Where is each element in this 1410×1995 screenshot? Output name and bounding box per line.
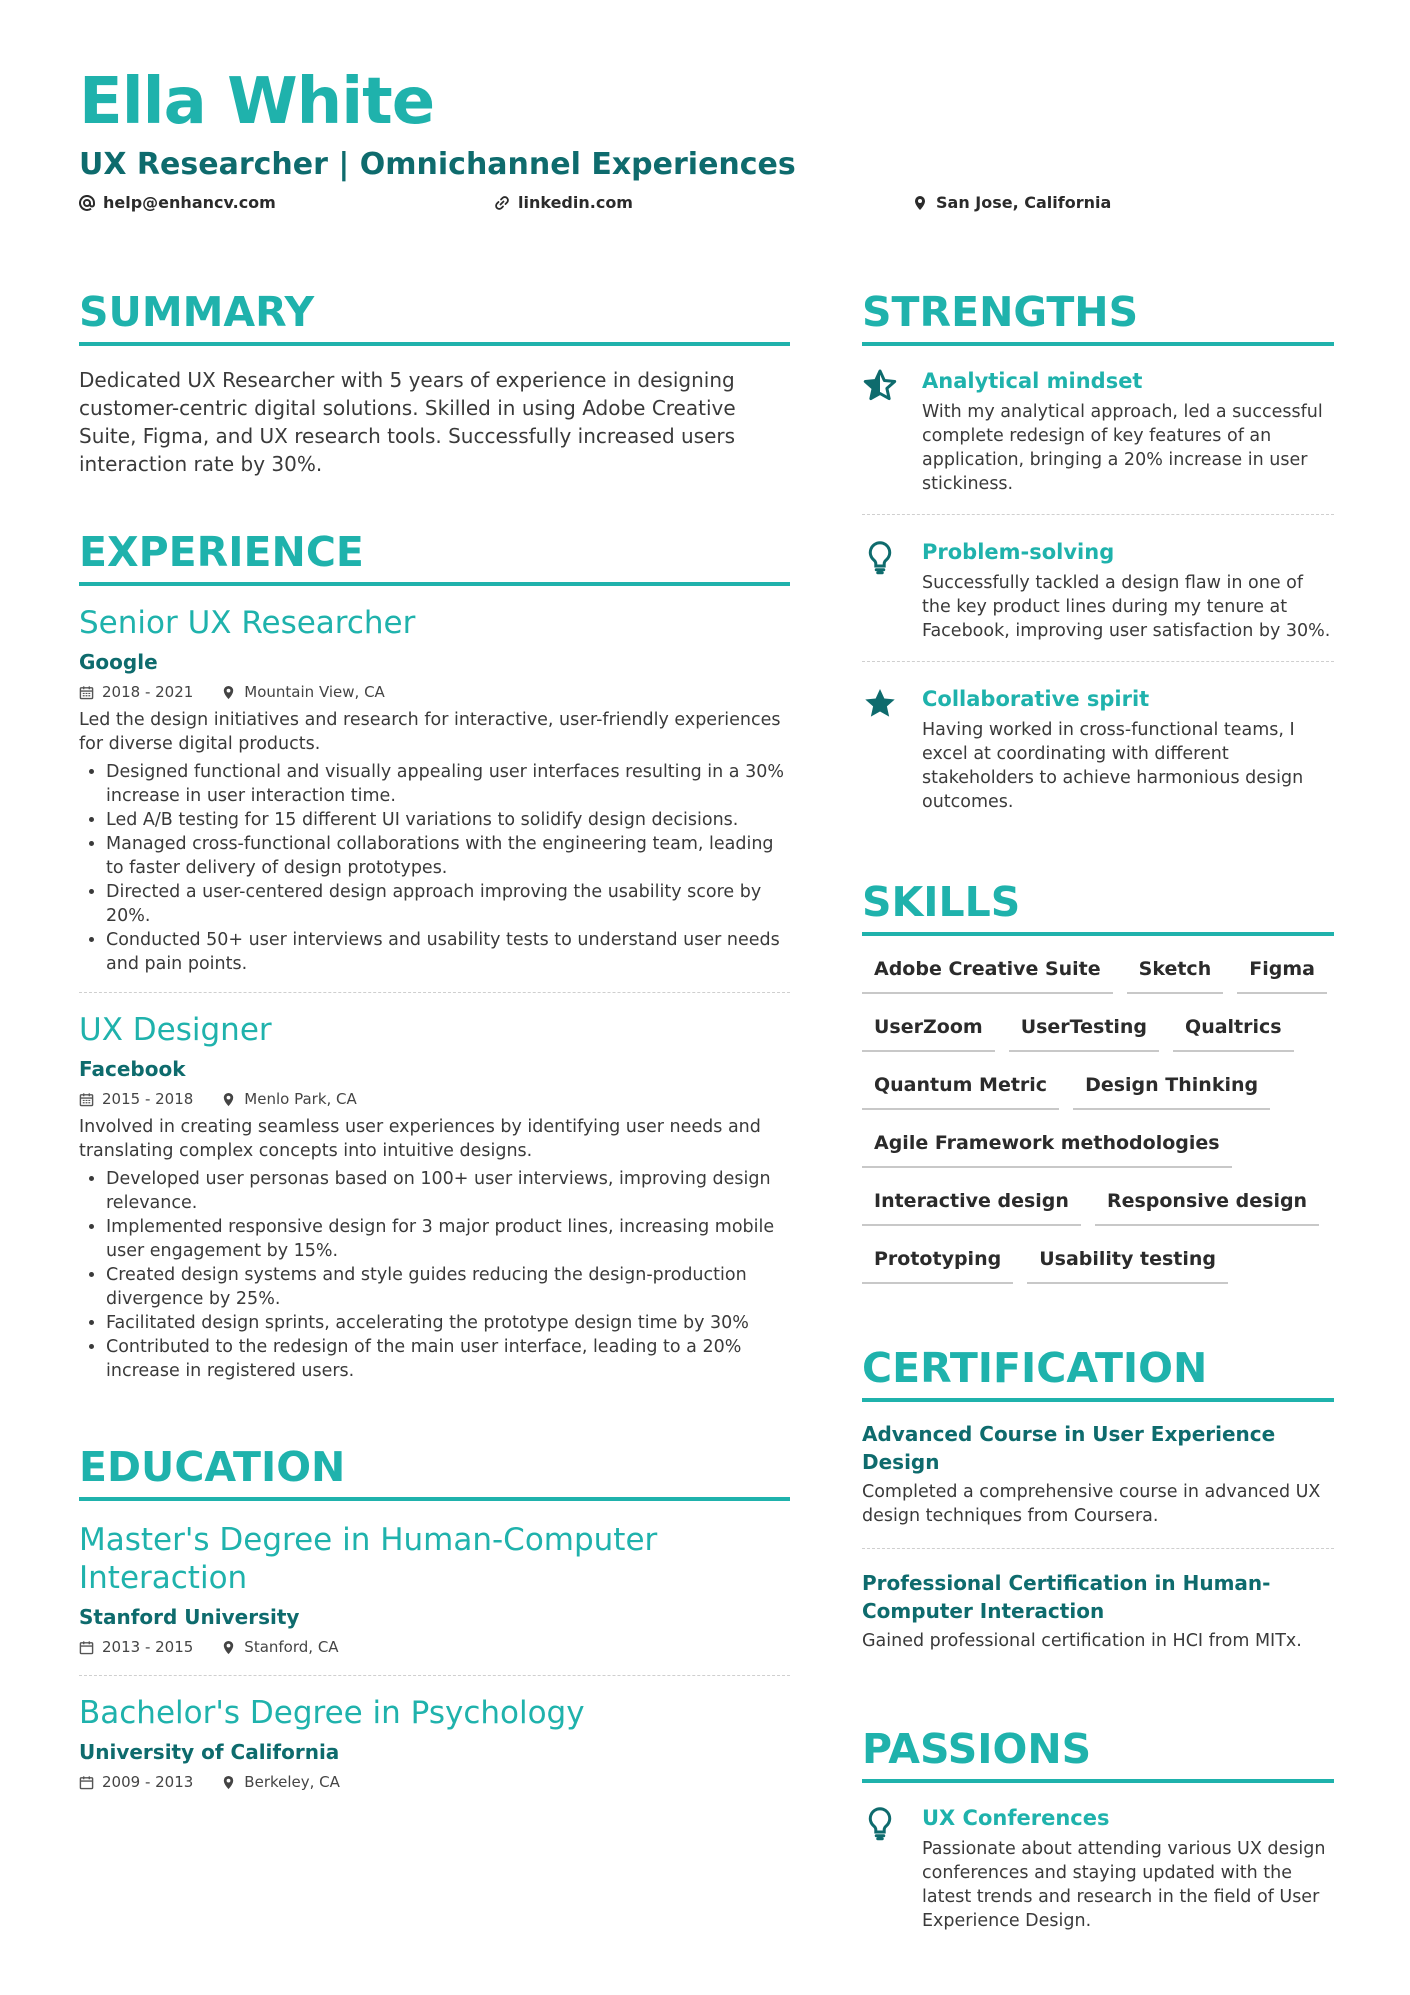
map-pin-icon <box>221 685 236 700</box>
school-name: Stanford University <box>79 1605 300 1629</box>
skill-row <box>862 1006 1334 1052</box>
strength-item <box>862 537 1334 643</box>
right-column <box>862 288 1334 1933</box>
skills-heading: SKILLS <box>862 878 1334 936</box>
contact-linkedin[interactable] <box>494 192 633 214</box>
skill-tag: Qualtrics <box>1173 1006 1294 1052</box>
strength-icon-wrap <box>862 366 902 496</box>
strength-desc: With my analytical approach, led a successful complete redesign of key features of an application, bringing a 20% increase in user stickiness. <box>922 402 1323 494</box>
certification-desc: Gained professional certification in HCI from MITx. <box>862 1631 1302 1651</box>
certification-item <box>862 1420 1334 1528</box>
education-dates <box>79 1637 193 1657</box>
passion-title: UX Conferences <box>922 1806 1110 1830</box>
job-entry <box>79 604 790 976</box>
degree-title: Bachelor's Degree in Psychology <box>79 1695 585 1731</box>
education-dates-text: 2009 - 2013 <box>102 1773 194 1791</box>
skills-list <box>862 948 1334 1284</box>
strength-body <box>922 684 1334 814</box>
summary-text: Dedicated UX Researcher with 5 years of experience in designing customer-centric digital solutions. Skilled in using Adobe Creative Suite, Figma, and UX research tools. Successfully increased users interaction rate by 30%. <box>79 368 736 476</box>
skill-row <box>862 1238 1334 1284</box>
education-dates-text: 2013 - 2015 <box>102 1638 194 1656</box>
certification-section <box>862 1344 1334 1653</box>
divider <box>862 514 1334 515</box>
email-text: help@enhancv.com <box>103 193 276 212</box>
education-meta <box>79 1637 790 1657</box>
skill-tag: UserZoom <box>862 1006 995 1052</box>
school-name: University of California <box>79 1740 340 1764</box>
strength-body <box>922 537 1334 643</box>
job-location-text: Mountain View, CA <box>244 683 385 701</box>
education-entry <box>79 1521 790 1657</box>
job-location <box>221 682 385 702</box>
strength-icon-wrap <box>862 537 902 643</box>
strength-item <box>862 684 1334 814</box>
calendar-icon <box>79 685 94 700</box>
job-meta <box>79 1089 790 1109</box>
education-meta <box>79 1772 790 1792</box>
job-location-text: Menlo Park, CA <box>244 1090 357 1108</box>
job-bullets <box>79 1167 790 1383</box>
strength-item <box>862 366 1334 496</box>
skill-tag: Quantum Metric <box>862 1064 1059 1110</box>
skill-tag: Usability testing <box>1027 1238 1228 1284</box>
job-bullet: • Created design systems and style guides reducing the design-production divergence by 25%. <box>106 1263 790 1311</box>
education-heading: EDUCATION <box>79 1443 790 1501</box>
skill-tag: UserTesting <box>1009 1006 1159 1052</box>
job-bullet: • Conducted 50+ user interviews and usability tests to understand user needs and pain points. <box>106 928 790 976</box>
location-text: San Jose, California <box>936 193 1112 212</box>
skill-tag: Agile Framework methodologies <box>862 1122 1232 1168</box>
passion-item <box>862 1803 1334 1933</box>
skill-tag: Figma <box>1237 948 1327 994</box>
map-pin-icon <box>221 1640 236 1655</box>
education-location-text: Berkeley, CA <box>244 1773 340 1791</box>
job-bullet: • Developed user personas based on 100+ user interviews, improving design relevance. <box>106 1167 790 1215</box>
job-dates-text: 2015 - 2018 <box>102 1090 194 1108</box>
divider <box>79 1675 790 1676</box>
skill-row <box>862 1122 1334 1168</box>
passion-body <box>922 1803 1334 1933</box>
skill-tag: Interactive design <box>862 1180 1081 1226</box>
certification-desc: Completed a comprehensive course in advanced UX design techniques from Coursera. <box>862 1482 1321 1526</box>
calendar-icon <box>79 1092 94 1107</box>
company-name: Facebook <box>79 1057 186 1081</box>
strengths-heading: STRENGTHS <box>862 288 1334 346</box>
education-location-text: Stanford, CA <box>244 1638 339 1656</box>
skill-row <box>862 1064 1334 1110</box>
contact-location <box>912 192 1111 214</box>
job-title: Senior UX Researcher <box>79 605 416 641</box>
skill-tag: Sketch <box>1127 948 1224 994</box>
link-icon <box>494 195 510 211</box>
skills-section <box>862 878 1334 1284</box>
strength-title: Analytical mindset <box>922 369 1143 393</box>
skill-row <box>862 1180 1334 1226</box>
skill-tag: Design Thinking <box>1073 1064 1270 1110</box>
linkedin-text: linkedin.com <box>518 193 633 212</box>
job-description: Led the design initiatives and research for interactive, user-friendly experiences for diverse digital products. <box>79 710 781 754</box>
job-dates-text: 2018 - 2021 <box>102 683 194 701</box>
education-entry <box>79 1694 790 1792</box>
job-dates <box>79 1089 193 1109</box>
map-pin-icon <box>221 1092 236 1107</box>
strengths-section <box>862 288 1334 814</box>
education-location <box>221 1772 340 1792</box>
certification-heading: CERTIFICATION <box>862 1344 1334 1402</box>
summary-section <box>79 288 790 478</box>
certification-title: Advanced Course in User Experience Design <box>862 1422 1276 1474</box>
divider <box>79 992 790 993</box>
skill-tag: Responsive design <box>1095 1180 1319 1226</box>
company-name: Google <box>79 650 158 674</box>
passion-desc: Passionate about attending various UX design conferences and staying updated with the latest trends and research in the field of User Experience Design. <box>922 1839 1326 1931</box>
passions-section <box>862 1725 1334 1933</box>
map-pin-icon <box>221 1775 236 1790</box>
at-icon <box>79 195 95 211</box>
experience-heading: EXPERIENCE <box>79 528 790 586</box>
job-bullet: • Designed functional and visually appealing user interfaces resulting in a 30% increase in user interaction time. <box>106 760 790 808</box>
job-bullet: • Facilitated design sprints, accelerating the prototype design time by 30% <box>106 1311 790 1335</box>
calendar-icon <box>79 1640 94 1655</box>
job-dates <box>79 682 193 702</box>
strength-title: Collaborative spirit <box>922 687 1150 711</box>
calendar-icon <box>79 1775 94 1790</box>
divider <box>862 661 1334 662</box>
lightbulb-icon <box>862 1805 898 1841</box>
passions-heading: PASSIONS <box>862 1725 1334 1783</box>
job-title: UX Designer <box>79 1012 272 1048</box>
contact-email[interactable] <box>79 192 276 214</box>
candidate-name: Ella White <box>79 65 435 139</box>
job-bullets <box>79 760 790 976</box>
degree-title: Master's Degree in Human-Computer Interaction <box>79 1522 658 1596</box>
job-bullet: • Contributed to the redesign of the main user interface, leading to a 20% increase in registered users. <box>106 1335 790 1383</box>
certification-item <box>862 1569 1334 1653</box>
summary-heading: SUMMARY <box>79 288 790 346</box>
job-bullet: • Directed a user-centered design approach improving the usability score by 20%. <box>106 880 790 928</box>
skill-tag: Prototyping <box>862 1238 1013 1284</box>
passion-icon-wrap <box>862 1803 902 1933</box>
lightbulb-icon <box>862 539 898 575</box>
education-location <box>221 1637 338 1657</box>
job-bullet: • Implemented responsive design for 3 major product lines, increasing mobile user engagement by 15%. <box>106 1215 790 1263</box>
certification-title: Professional Certification in Human-Computer Interaction <box>862 1571 1271 1623</box>
star-icon <box>862 686 898 722</box>
job-description: Involved in creating seamless user experiences by identifying user needs and translating complex concepts into intuitive designs. <box>79 1117 761 1161</box>
candidate-title: UX Researcher | Omnichannel Experiences <box>79 147 796 182</box>
strength-desc: Successfully tackled a design flaw in one of the key product lines during my tenure at Facebook, improving user satisfaction by 30%. <box>922 573 1331 641</box>
experience-section <box>79 528 790 1383</box>
strength-title: Problem-solving <box>922 540 1115 564</box>
star-half-icon <box>862 368 898 404</box>
strength-body <box>922 366 1334 496</box>
job-location <box>221 1089 356 1109</box>
left-column <box>79 288 790 1792</box>
strength-desc: Having worked in cross-functional teams, I excel at coordinating with different stakeholders to achieve harmonious design outcomes. <box>922 720 1304 812</box>
skill-row <box>862 948 1334 994</box>
job-bullet: • Managed cross-functional collaborations with the engineering team, leading to faster delivery of design prototypes. <box>106 832 790 880</box>
skill-tag: Adobe Creative Suite <box>862 948 1113 994</box>
job-entry <box>79 1011 790 1383</box>
education-dates <box>79 1772 193 1792</box>
job-bullet: • Led A/B testing for 15 different UI variations to solidify design decisions. <box>106 808 790 832</box>
divider <box>862 1548 1334 1549</box>
education-section <box>79 1443 790 1792</box>
map-pin-icon <box>912 195 928 211</box>
job-meta <box>79 682 790 702</box>
strength-icon-wrap <box>862 684 902 814</box>
